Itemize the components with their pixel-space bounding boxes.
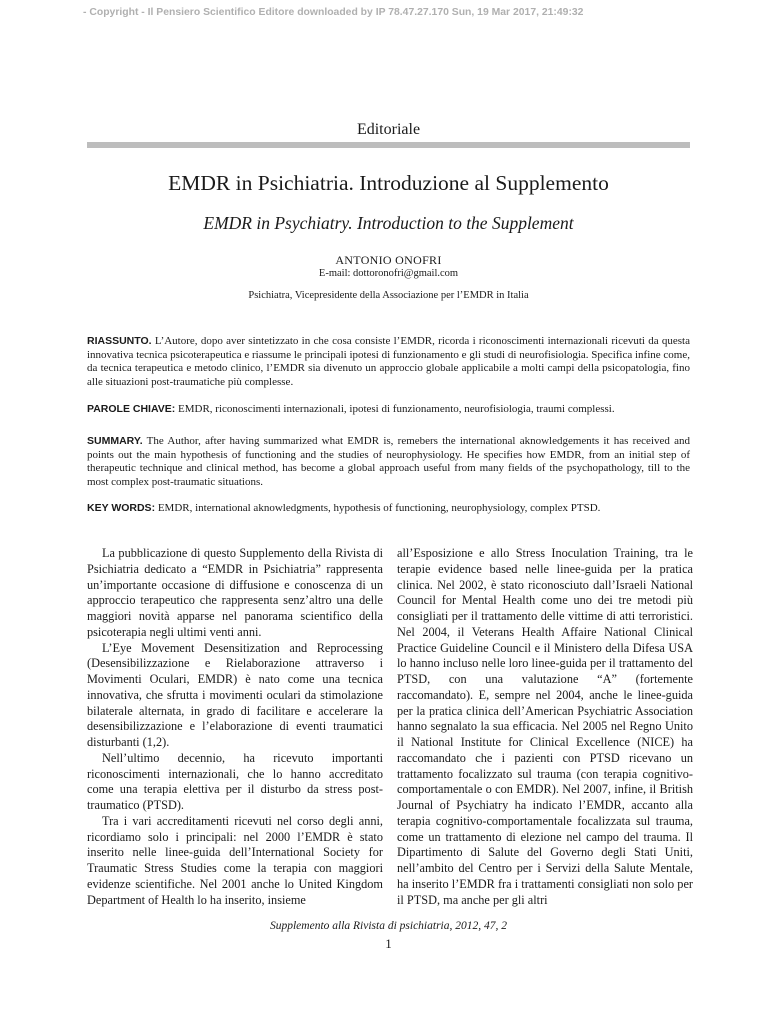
body-column-right — [397, 546, 693, 908]
body-paragraph: L’Eye Movement Desensitization and Reprocessing (Desensibilizzazione e Rielaborazione attraverso i Movimenti Oculari, EMDR) è nato come una tecnica innovativa, che sfrutta i movimenti oculari da stimolazione bilaterale alternata, in grado di facilitare e accelerare la desensibilizzazione e l’elaborazione di eventi traumatici disturbanti (1,2). — [87, 640, 383, 749]
author-email: E-mail: dottoronofri@gmail.com — [318, 268, 459, 279]
riassunto-text: L’Autore, dopo aver sintetizzato in che cosa consiste l’EMDR, ricorda i riconoscimenti internazionali ricevuti da questa innovativa tecnica psicoterapeutica e riassume le principali ipotesi di funzionamento e gli studi di neurofisiologia. Specifica infine come, da tecnica terapeutica e metodo clinico, l’EMDR sia divenuto un approccio globale applicabile a molti campi della psicopatologia, fino alle situazioni post-traumatiche più complesse. — [87, 335, 690, 388]
summary-text: The Author, after having summarized what EMDR is, remebers the international aknowledgements it has received and points out the main hypothesis of functioning and the studies of neurophysiology. He specifies how EMDR, from an initial step of therapeutic technique and clinical method, has become a global approach useful from many fields of the psychopathology, till to the most complex post-traumatic situations. — [87, 435, 690, 488]
parole-chiave-label: PAROLE CHIAVE: — [87, 403, 176, 415]
body-paragraph: all’Esposizione e allo Stress Inoculation Training, tra le terapie evidence based nelle linee-guida per la pratica clinica. Nel 2002, è stato riconosciuto dall’Israeli National Council for Mental Health come uno dei tre metodi più consigliati per il trattamento delle vittime di atti terroristici. Nel 2004, il Veterans Health Affaire National Clinical Practice Guideline Council e il Ministero della Difesa USA lo hanno incluso nelle loro linee-guida per il trattamento del PTSD, con una valutazione “A” (fortemente raccomandato). E, sempre nel 2004, anche le linee-guida per la pratica clinica dell’American Psychiatric Association hanno segnalato la sua efficacia. Nel 2005 nel Regno Unito il National Institute for Clinical Excellence (NICE) ha raccomandato che i pazienti con PTSD ricevano un trattamento focalizzato sul trauma (con terapia cognitivo-comportamentale o con EMDR). Nel 2007, infine, il British Journal of Psychiatry ha indicato l’EMDR, accanto alla terapia cognitivo-comportamentale focalizzata sul trauma, come un trattamento di elezione nel campo del trauma. Il Dipartimento di Salute del Governo degli Stati Uniti, nell’ambito del Centro per i Servizi della Salute Mentale, ha inserito l’EMDR fra i trattamenti consigliati non solo per il PTSD, ma anche per gli altri — [397, 546, 693, 907]
keywords-english — [87, 502, 690, 516]
section-label: Editoriale — [356, 121, 421, 138]
body-paragraph: Nell’ultimo decennio, ha ricevuto importanti riconoscimenti internazionali, che lo hanno accreditato come una terapia elettiva per il disturbo da stress post-traumatico (PTSD). — [87, 750, 383, 812]
journal-citation: Supplemento alla Rivista di psichiatria, 2012, 47, 2 — [269, 920, 507, 932]
summary-label: SUMMARY. — [87, 435, 143, 447]
author-affiliation: Psichiatra, Vicepresidente della Associazione per l’EMDR in Italia — [248, 290, 529, 301]
article-title: EMDR in Psichiatria. Introduzione al Supplemento — [168, 171, 609, 195]
body-paragraph: La pubblicazione di questo Supplemento della Rivista di Psichiatria dedicato a “EMDR in Psichiatria” rappresenta un’importante occasione di diffusione e conoscenza di un approccio terapeutico che rappresenta senz’altro una delle maggiori novità apparse nel panorama scientifico della psicoterapia negli ultimi venti anni. — [87, 546, 383, 639]
abstract-riassunto — [87, 335, 690, 389]
key-words-text: EMDR, international aknowledgments, hypothesis of functioning, neurophysiology, complex PTSD. — [155, 502, 601, 514]
parole-chiave-text: EMDR, riconoscimenti internazionali, ipotesi di funzionamento, neurofisiologia, traumi complessi. — [175, 403, 615, 415]
key-words-label: KEY WORDS: — [87, 502, 156, 514]
author-name: ANTONIO ONOFRI — [335, 253, 442, 267]
page-number: 1 — [385, 936, 392, 951]
body-column-left — [87, 546, 383, 908]
keywords-italian — [87, 403, 690, 417]
body-paragraph: Tra i vari accreditamenti ricevuti nel corso degli anni, ricordiamo solo i principali: nel 2000 l’EMDR è stato inserito nelle linee-guida dell’International Society for Traumatic Stress Studies come la terapia con maggiori evidenze scientifiche. Nel 2001 anche lo United Kingdom Department of Health lo ha inserito, insieme — [87, 813, 383, 907]
riassunto-label: RIASSUNTO. — [87, 335, 152, 347]
copyright-notice: - Copyright - Il Pensiero Scientifico Editore downloaded by IP 78.47.27.170 Sun, 19 Mar 2017, 21:49:32 — [83, 7, 584, 18]
section-divider — [87, 142, 690, 148]
article-subtitle: EMDR in Psychiatry. Introduction to the Supplement — [203, 213, 574, 233]
abstract-summary — [87, 435, 690, 489]
